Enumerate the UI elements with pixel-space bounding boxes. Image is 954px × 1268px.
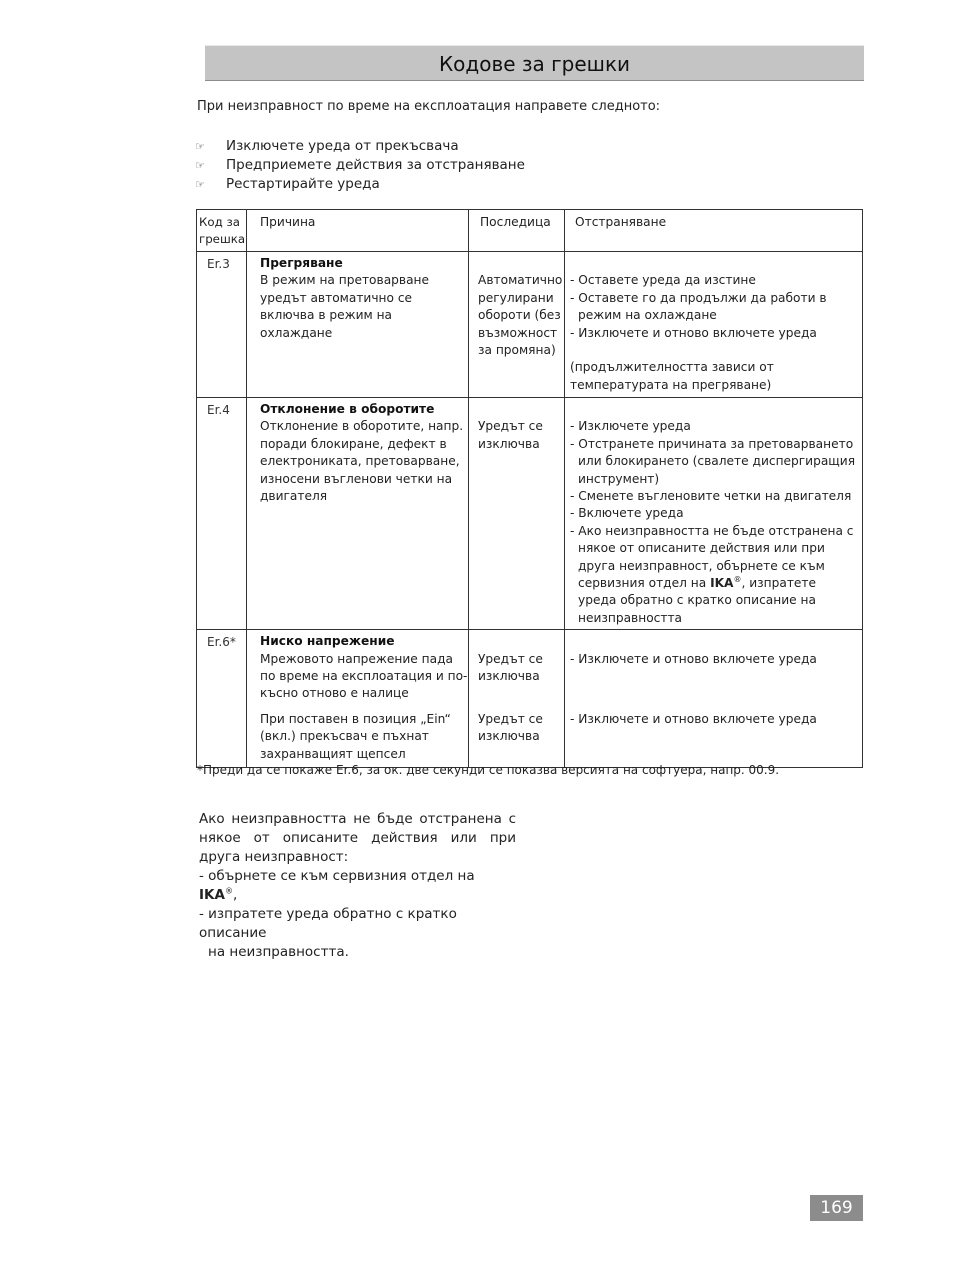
remedy-item: - Ако неизправността не бъде отстранена с някое от описаните действия или при друга неизправност, обърнете се към сервизния отдел на IKA®, изпратете уреда обратно с кратко описание на неизправността	[570, 523, 854, 625]
page-number: 169	[810, 1195, 863, 1221]
steps-list	[195, 137, 525, 194]
bottom-line: - обърнете се към сервизния отдел на IKA®,	[199, 868, 475, 903]
page-title: Кодове за грешки	[438, 52, 631, 76]
cause-title: Ниско напрежение	[260, 634, 395, 649]
remedy-item: - Включете уреда	[570, 506, 684, 521]
intro-text: При неизправност по време на експлоатация направете следното:	[197, 99, 661, 114]
bottom-paragraph: Ако неизправността не бъде отстранена с някое от описаните действия или при друга неизправност:	[199, 811, 516, 865]
bottom-note	[199, 810, 516, 962]
remedy-item: - Оставете го да продължи да работи в режим на охлаждане	[570, 290, 827, 323]
footnote: *Преди да се покаже Er.6, за ок. две секунди се показва версията на софтуера, напр. 00.9.	[197, 763, 780, 777]
header-code: Код за грешка	[197, 210, 247, 252]
bottom-line: - изпратете уреда обратно с кратко описание	[199, 906, 457, 941]
table-row	[197, 398, 863, 630]
header-cause: Причина	[247, 210, 469, 252]
error-codes-table	[196, 209, 863, 768]
table-header-row	[197, 210, 863, 252]
remedy-item: - Отстранете причината за претоварването или блокирането (свалете диспергиращия инструмент)	[570, 436, 856, 486]
error-code: Er.4	[207, 403, 230, 417]
consequence-text: Автоматично регулирани обороти (без възможност за промяна)	[478, 273, 563, 358]
brand-name: IKA	[199, 887, 225, 903]
header-consequence: Последица	[469, 210, 565, 252]
consequence-text: Уредът се изключва	[478, 419, 543, 451]
remedy-item: - Изключете уреда	[570, 419, 691, 434]
list-item: ☞ Рестартирайте уреда	[195, 176, 380, 192]
list-item: ☞ Предприемете действия за отстраняване	[195, 157, 525, 173]
error-code: Er.6*	[207, 635, 236, 650]
list-item: ☞ Изключете уреда от прекъсвача	[195, 138, 459, 154]
pointing-hand-icon: ☞	[195, 159, 205, 172]
consequence-text: Уредът се изключва	[478, 651, 543, 684]
remedy-item: - Изключете и отново включете уреда	[570, 651, 817, 666]
cause-text: Мрежовото напрежение пада по време на експлоатация и по-късно отново е налице	[260, 651, 468, 701]
remedy-item: - Оставете уреда да изстине	[570, 273, 756, 288]
cause-text: Отклонение в оборотите, напр. поради блокиране, дефект в електрониката, претоварване, износени въгленови четки на двигателя	[260, 419, 464, 504]
table-row	[197, 630, 863, 768]
pointing-hand-icon: ☞	[195, 140, 205, 153]
cause-text: В режим на претоварване уредът автоматично се включва в режим на охлаждане	[260, 273, 430, 340]
bottom-line: на неизправността.	[208, 944, 349, 960]
cause-text: При поставен в позиция „Ein“ (вкл.) прекъсвач е пъхнат захранващият щепсел	[260, 711, 451, 761]
cause-title: Прегряване	[260, 256, 343, 270]
remedy-item: - Изключете и отново включете уреда	[570, 711, 817, 726]
brand-name: IKA	[710, 576, 734, 591]
header-remedy: Отстраняване	[565, 210, 863, 252]
error-code: Er.3	[207, 257, 230, 271]
remedy-note: (продължителността зависи от температурата на прегряване)	[570, 360, 774, 392]
table-row	[197, 252, 863, 398]
pointing-hand-icon: ☞	[195, 178, 205, 191]
cause-title: Отклонение в оборотите	[260, 402, 435, 416]
consequence-text: Уредът се изключва	[478, 711, 543, 744]
remedy-item: - Изключете и отново включете уреда	[570, 325, 817, 340]
remedy-item: - Сменете въгленовите четки на двигателя	[570, 489, 852, 504]
title-bar	[205, 45, 864, 81]
